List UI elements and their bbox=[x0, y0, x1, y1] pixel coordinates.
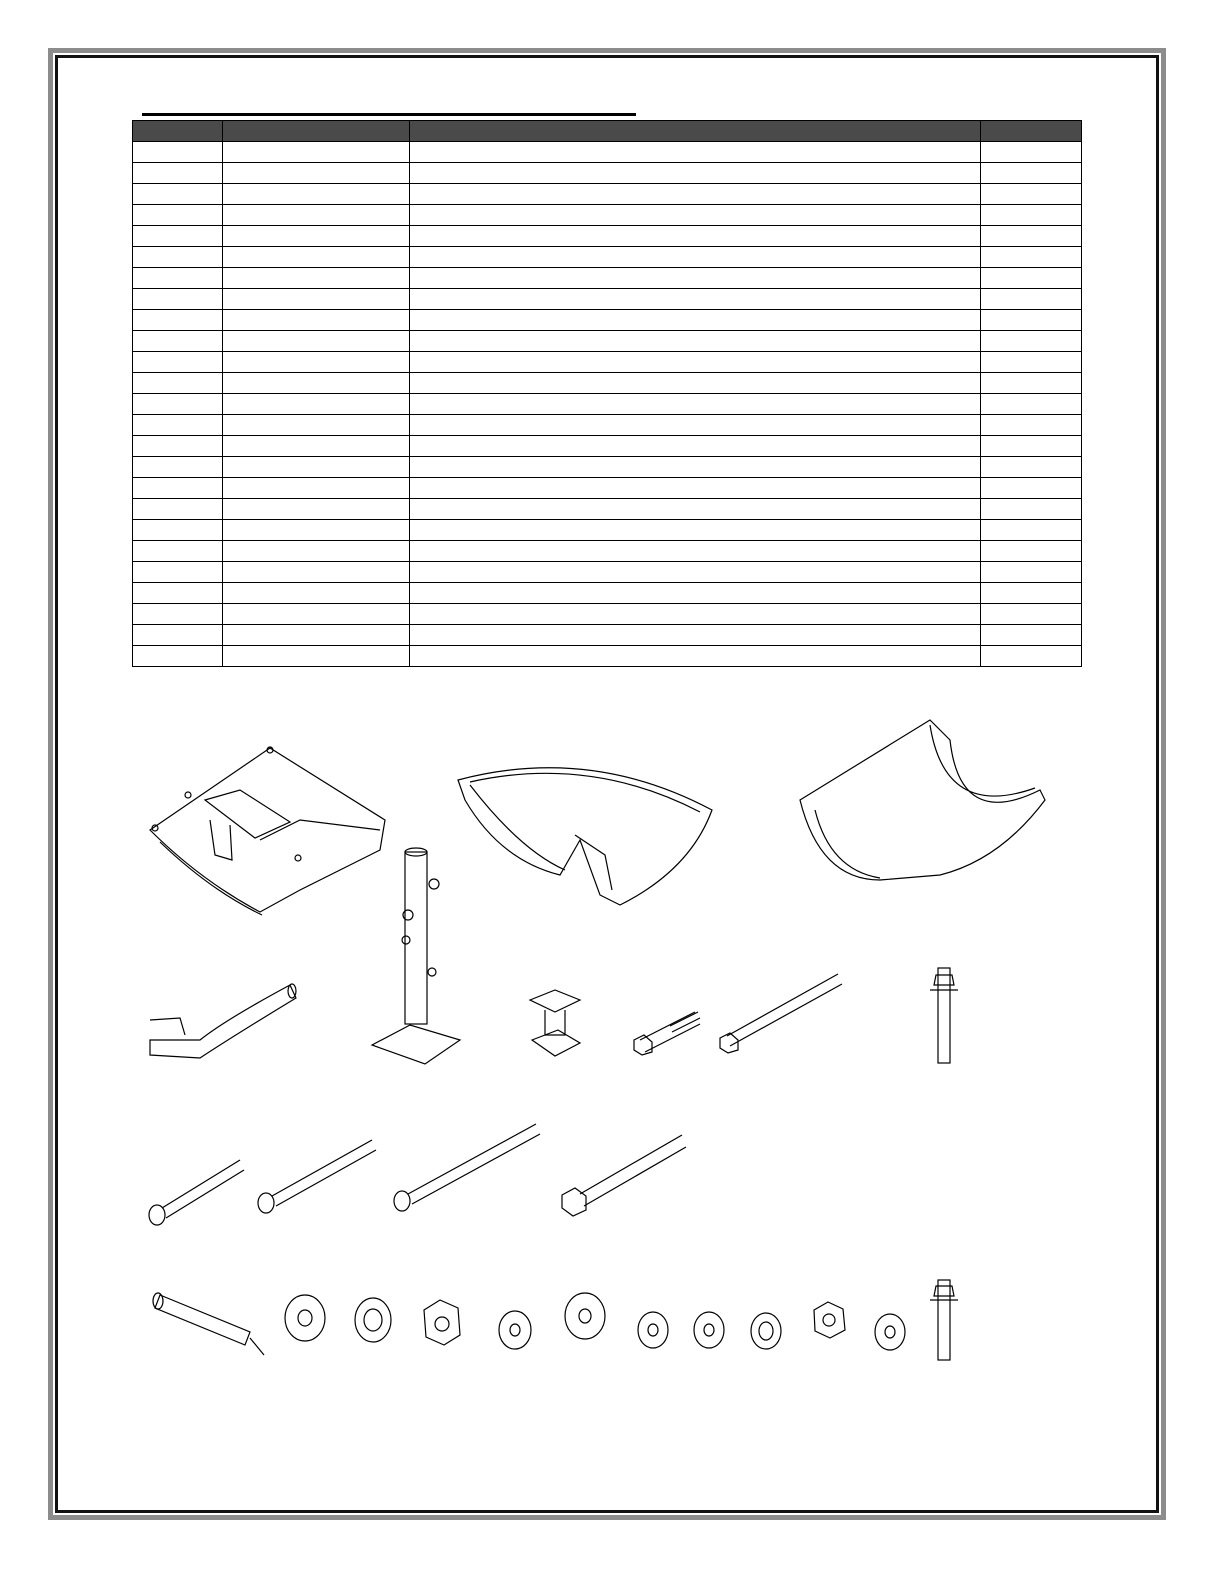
drift-pin-icon bbox=[153, 1293, 264, 1355]
button-head-screw-medium-icon bbox=[258, 1140, 376, 1213]
hex-bolt-partial-thread-icon bbox=[562, 1135, 686, 1216]
hex-nut-icon bbox=[814, 1302, 845, 1338]
post-with-base-plate-icon bbox=[372, 848, 460, 1064]
seat-half-curved-icon bbox=[458, 768, 712, 905]
wedge-anchor-icon bbox=[930, 968, 958, 1063]
seat-half-straight-icon bbox=[800, 720, 1045, 880]
seat-bucket-lower-icon bbox=[150, 747, 385, 915]
small-flat-washer-icon bbox=[875, 1314, 905, 1350]
flat-washer-icon bbox=[285, 1295, 325, 1341]
bent-tube-arm-icon bbox=[150, 984, 296, 1058]
lock-washer-icon bbox=[355, 1298, 391, 1342]
lock-washer-icon bbox=[751, 1313, 781, 1349]
small-flat-washer-icon bbox=[694, 1312, 724, 1348]
hex-nut-icon bbox=[424, 1300, 460, 1345]
button-head-screw-long-icon bbox=[394, 1124, 540, 1211]
flat-washer-icon bbox=[565, 1293, 605, 1339]
small-flat-washer-icon bbox=[638, 1312, 668, 1348]
button-head-screw-short-icon bbox=[149, 1160, 244, 1225]
hex-bolt-long-icon bbox=[720, 974, 842, 1053]
saddle-bracket-icon bbox=[530, 990, 580, 1056]
small-flat-washer-icon bbox=[499, 1311, 531, 1349]
wedge-anchor-icon bbox=[930, 1280, 958, 1360]
hex-bolt-short-icon bbox=[634, 1012, 700, 1055]
